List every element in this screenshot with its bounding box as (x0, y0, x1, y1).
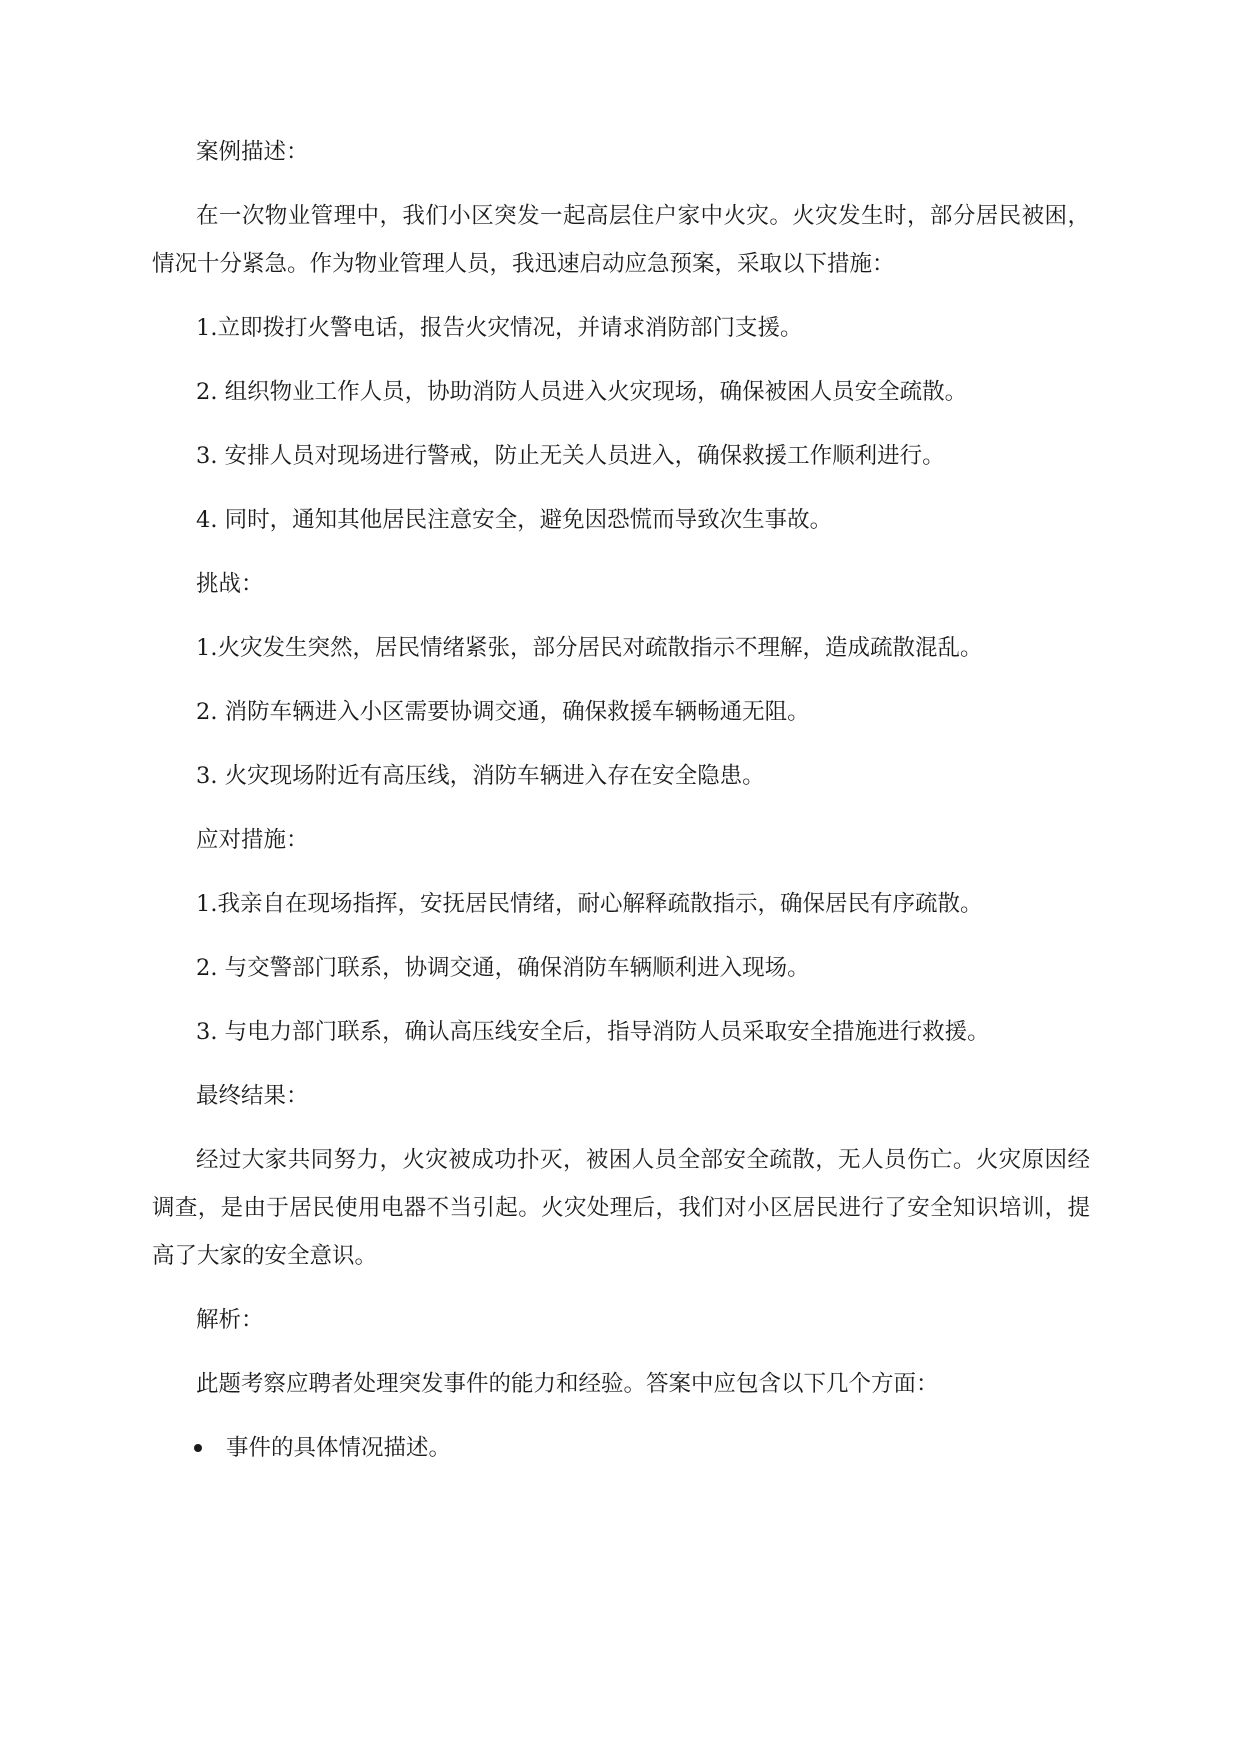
heading-countermeasures: 应对措施： (196, 827, 309, 853)
list-item (152, 1424, 1090, 1472)
countermeasure-item-1: 1.我亲自在现场指挥，安抚居民情绪，耐心解释疏散指示，确保居民有序疏散。 (196, 891, 983, 917)
case-description-paragraph: 在一次物业管理中，我们小区突发一起高层住户家中火灾。火灾发生时，部分居民被困，情况十分紧急。作为物业管理人员，我迅速启动应急预案，采取以下措施： (152, 203, 1090, 277)
countermeasure-item-3: 3. 与电力部门联系，确认高压线安全后，指导消防人员采取安全措施进行救援。 (196, 1019, 990, 1045)
analysis-bullet-list (152, 1424, 1090, 1472)
final-result-paragraph: 经过大家共同努力，火灾被成功扑灭，被困人员全部安全疏散，无人员伤亡。火灾原因经调查，是由于居民使用电器不当引起。火灾处理后，我们对小区居民进行了安全知识培训，提高了大家的安全意识。 (152, 1147, 1090, 1269)
document-page (152, 128, 1090, 1472)
measure-item-2: 2. 组织物业工作人员，协助消防人员进入火灾现场，确保被困人员安全疏散。 (196, 379, 968, 405)
heading-final-result: 最终结果： (196, 1083, 309, 1109)
measure-item-3: 3. 安排人员对现场进行警戒，防止无关人员进入，确保救援工作顺利进行。 (196, 443, 945, 469)
measure-item-4: 4. 同时，通知其他居民注意安全，避免因恐慌而导致次生事故。 (196, 507, 833, 533)
countermeasure-item-2: 2. 与交警部门联系，协调交通，确保消防车辆顺利进入现场。 (196, 955, 810, 981)
heading-challenges: 挑战： (196, 571, 264, 597)
challenge-item-2: 2. 消防车辆进入小区需要协调交通，确保救援车辆畅通无阻。 (196, 699, 810, 725)
measure-item-1: 1.立即拨打火警电话，报告火灾情况，并请求消防部门支援。 (196, 315, 803, 341)
challenge-item-3: 3. 火灾现场附近有高压线，消防车辆进入存在安全隐患。 (196, 763, 765, 789)
bullet-text: 事件的具体情况描述。 (226, 1435, 452, 1461)
heading-analysis: 解析： (196, 1307, 264, 1333)
heading-case-description: 案例描述： (196, 139, 309, 165)
bullet-icon (194, 1444, 202, 1452)
challenge-item-1: 1.火灾发生突然，居民情绪紧张，部分居民对疏散指示不理解，造成疏散混乱。 (196, 635, 983, 661)
analysis-paragraph: 此题考察应聘者处理突发事件的能力和经验。答案中应包含以下几个方面： (196, 1371, 939, 1397)
